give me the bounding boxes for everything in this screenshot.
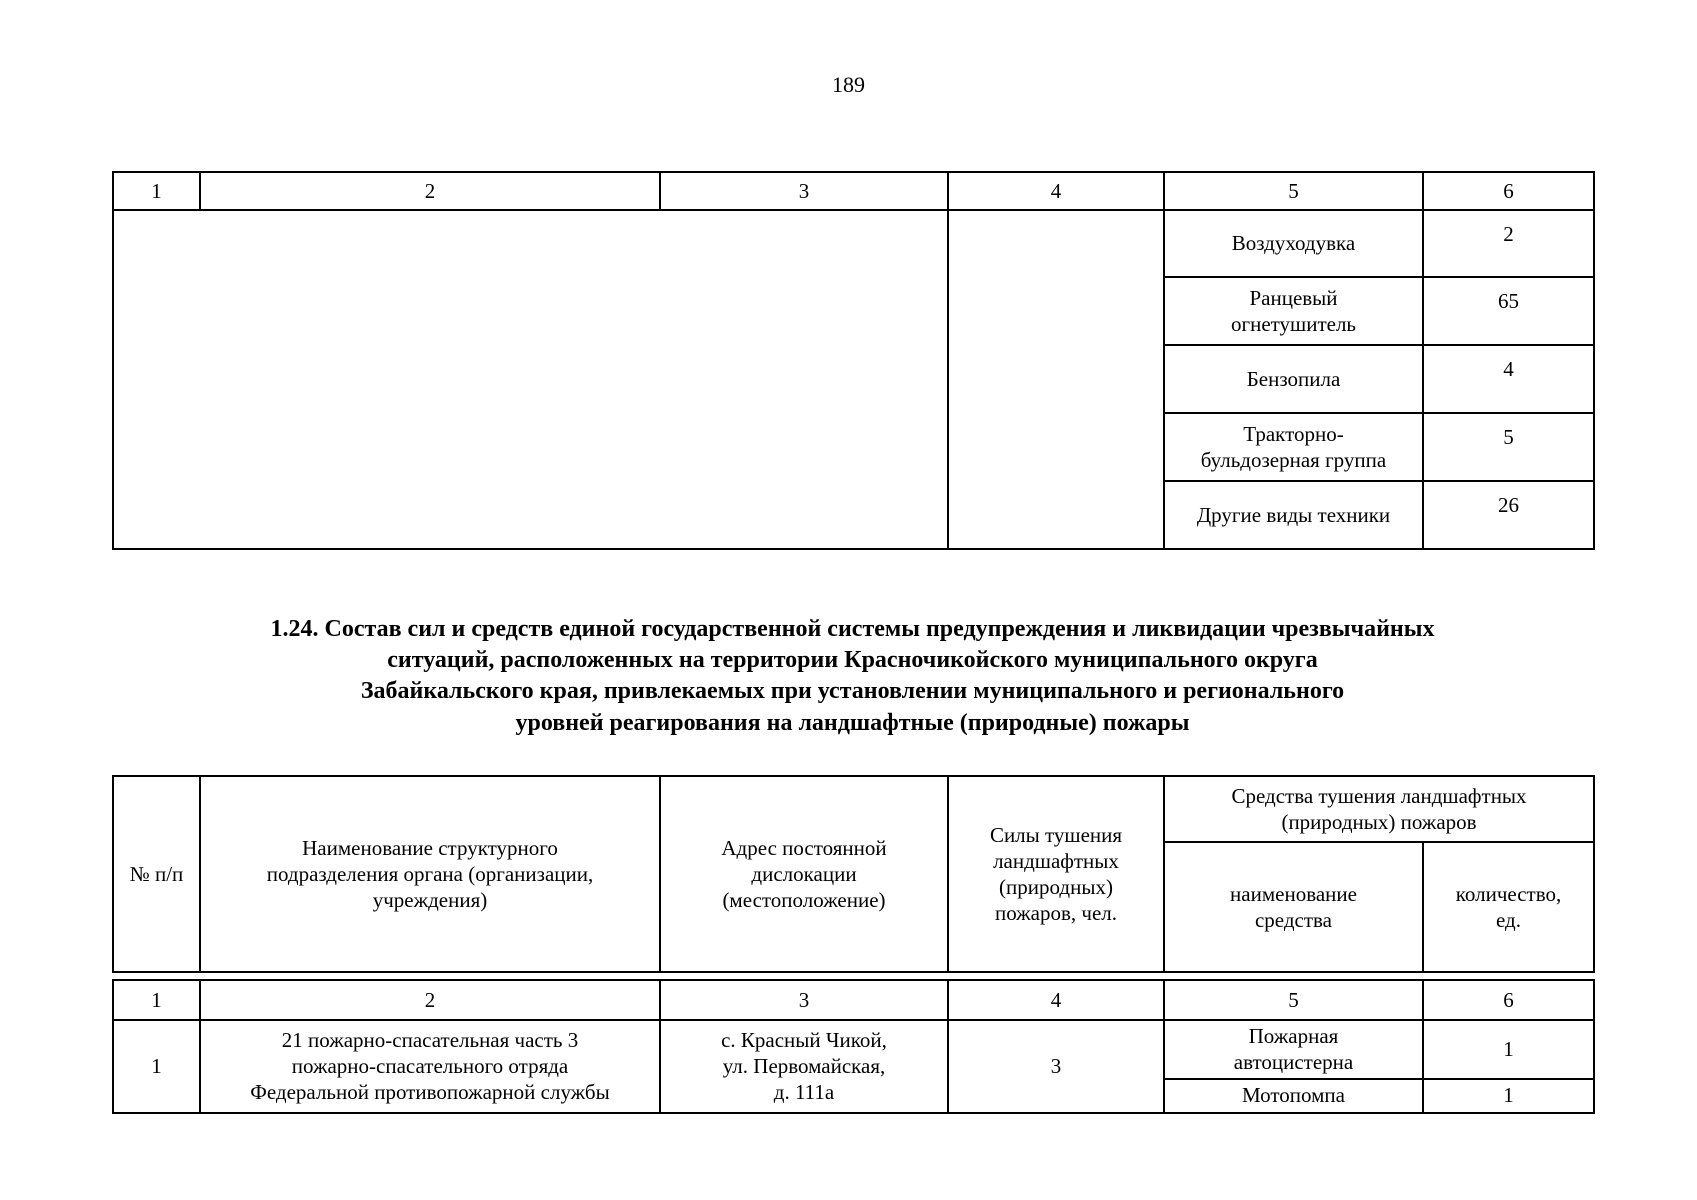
equipment-name: Тракторно- бульдозерная группа	[1164, 413, 1423, 481]
col-number-1: 1	[113, 172, 200, 210]
col-number-4: 4	[948, 980, 1164, 1020]
header-num: № п/п	[113, 776, 200, 972]
header-means-name: наименование средства	[1164, 842, 1423, 972]
col-number-6: 6	[1423, 980, 1594, 1020]
header-forces: Силы тушения ландшафтных (природных) пожаров, чел.	[948, 776, 1164, 972]
equipment-qty: 2	[1423, 210, 1594, 277]
table-row	[113, 1020, 1594, 1079]
equipment-name: Ранцевый огнетушитель	[1164, 277, 1423, 345]
col-number-3: 3	[660, 172, 948, 210]
means-qty: 1	[1423, 1079, 1594, 1113]
equipment-name: Другие виды техники	[1164, 481, 1423, 549]
col-number-5: 5	[1164, 172, 1423, 210]
means-name: Мотопомпа	[1164, 1079, 1423, 1113]
equipment-name: Воздуходувка	[1164, 210, 1423, 277]
col-number-2: 2	[200, 980, 660, 1020]
top-equipment-table	[112, 171, 1595, 550]
means-qty: 1	[1423, 1020, 1594, 1079]
page-number: 189	[832, 72, 865, 97]
equipment-name: Бензопила	[1164, 345, 1423, 413]
equipment-qty: 65	[1423, 277, 1594, 345]
row-forces: 3	[948, 1020, 1164, 1113]
equipment-qty: 26	[1423, 481, 1594, 549]
col-number-6: 6	[1423, 172, 1594, 210]
equipment-qty: 5	[1423, 413, 1594, 481]
equipment-qty: 4	[1423, 345, 1594, 413]
col-number-2: 2	[200, 172, 660, 210]
column-number-row	[113, 980, 1594, 1020]
header-address: Адрес постоянной дислокации (местоположение)	[660, 776, 948, 972]
main-table-body	[112, 979, 1595, 1114]
column-number-row	[113, 172, 1594, 210]
header-name: Наименование структурного подразделения органа (организации, учреждения)	[200, 776, 660, 972]
row-num: 1	[113, 1020, 200, 1113]
main-table-header	[112, 775, 1595, 973]
header-means-qty: количество, ед.	[1423, 842, 1594, 972]
row-unit-name: 21 пожарно-спасательная часть 3 пожарно-спасательного отряда Федеральной противопожарной службы	[200, 1020, 660, 1113]
header-means: Средства тушения ландшафтных (природных) пожаров	[1164, 776, 1594, 842]
empty-merged-cell	[948, 210, 1164, 549]
col-number-5: 5	[1164, 980, 1423, 1020]
col-number-3: 3	[660, 980, 948, 1020]
means-name: Пожарная автоцистерна	[1164, 1020, 1423, 1079]
section-title: 1.24. Состав сил и средств единой государственной системы предупреждения и ликвидации чрезвычайных ситуаций, расположенных на территории Красночикойского муниципального округа Забайкальского края, привлекаемых при установлении муниципального и регионального уровней реагирования на ландшафтные (природные) пожары	[270, 616, 1435, 736]
col-number-4: 4	[948, 172, 1164, 210]
col-number-1: 1	[113, 980, 200, 1020]
empty-merged-cell	[113, 210, 948, 549]
table-row	[113, 210, 1594, 277]
row-address: с. Красный Чикой, ул. Первомайская, д. 111а	[660, 1020, 948, 1113]
